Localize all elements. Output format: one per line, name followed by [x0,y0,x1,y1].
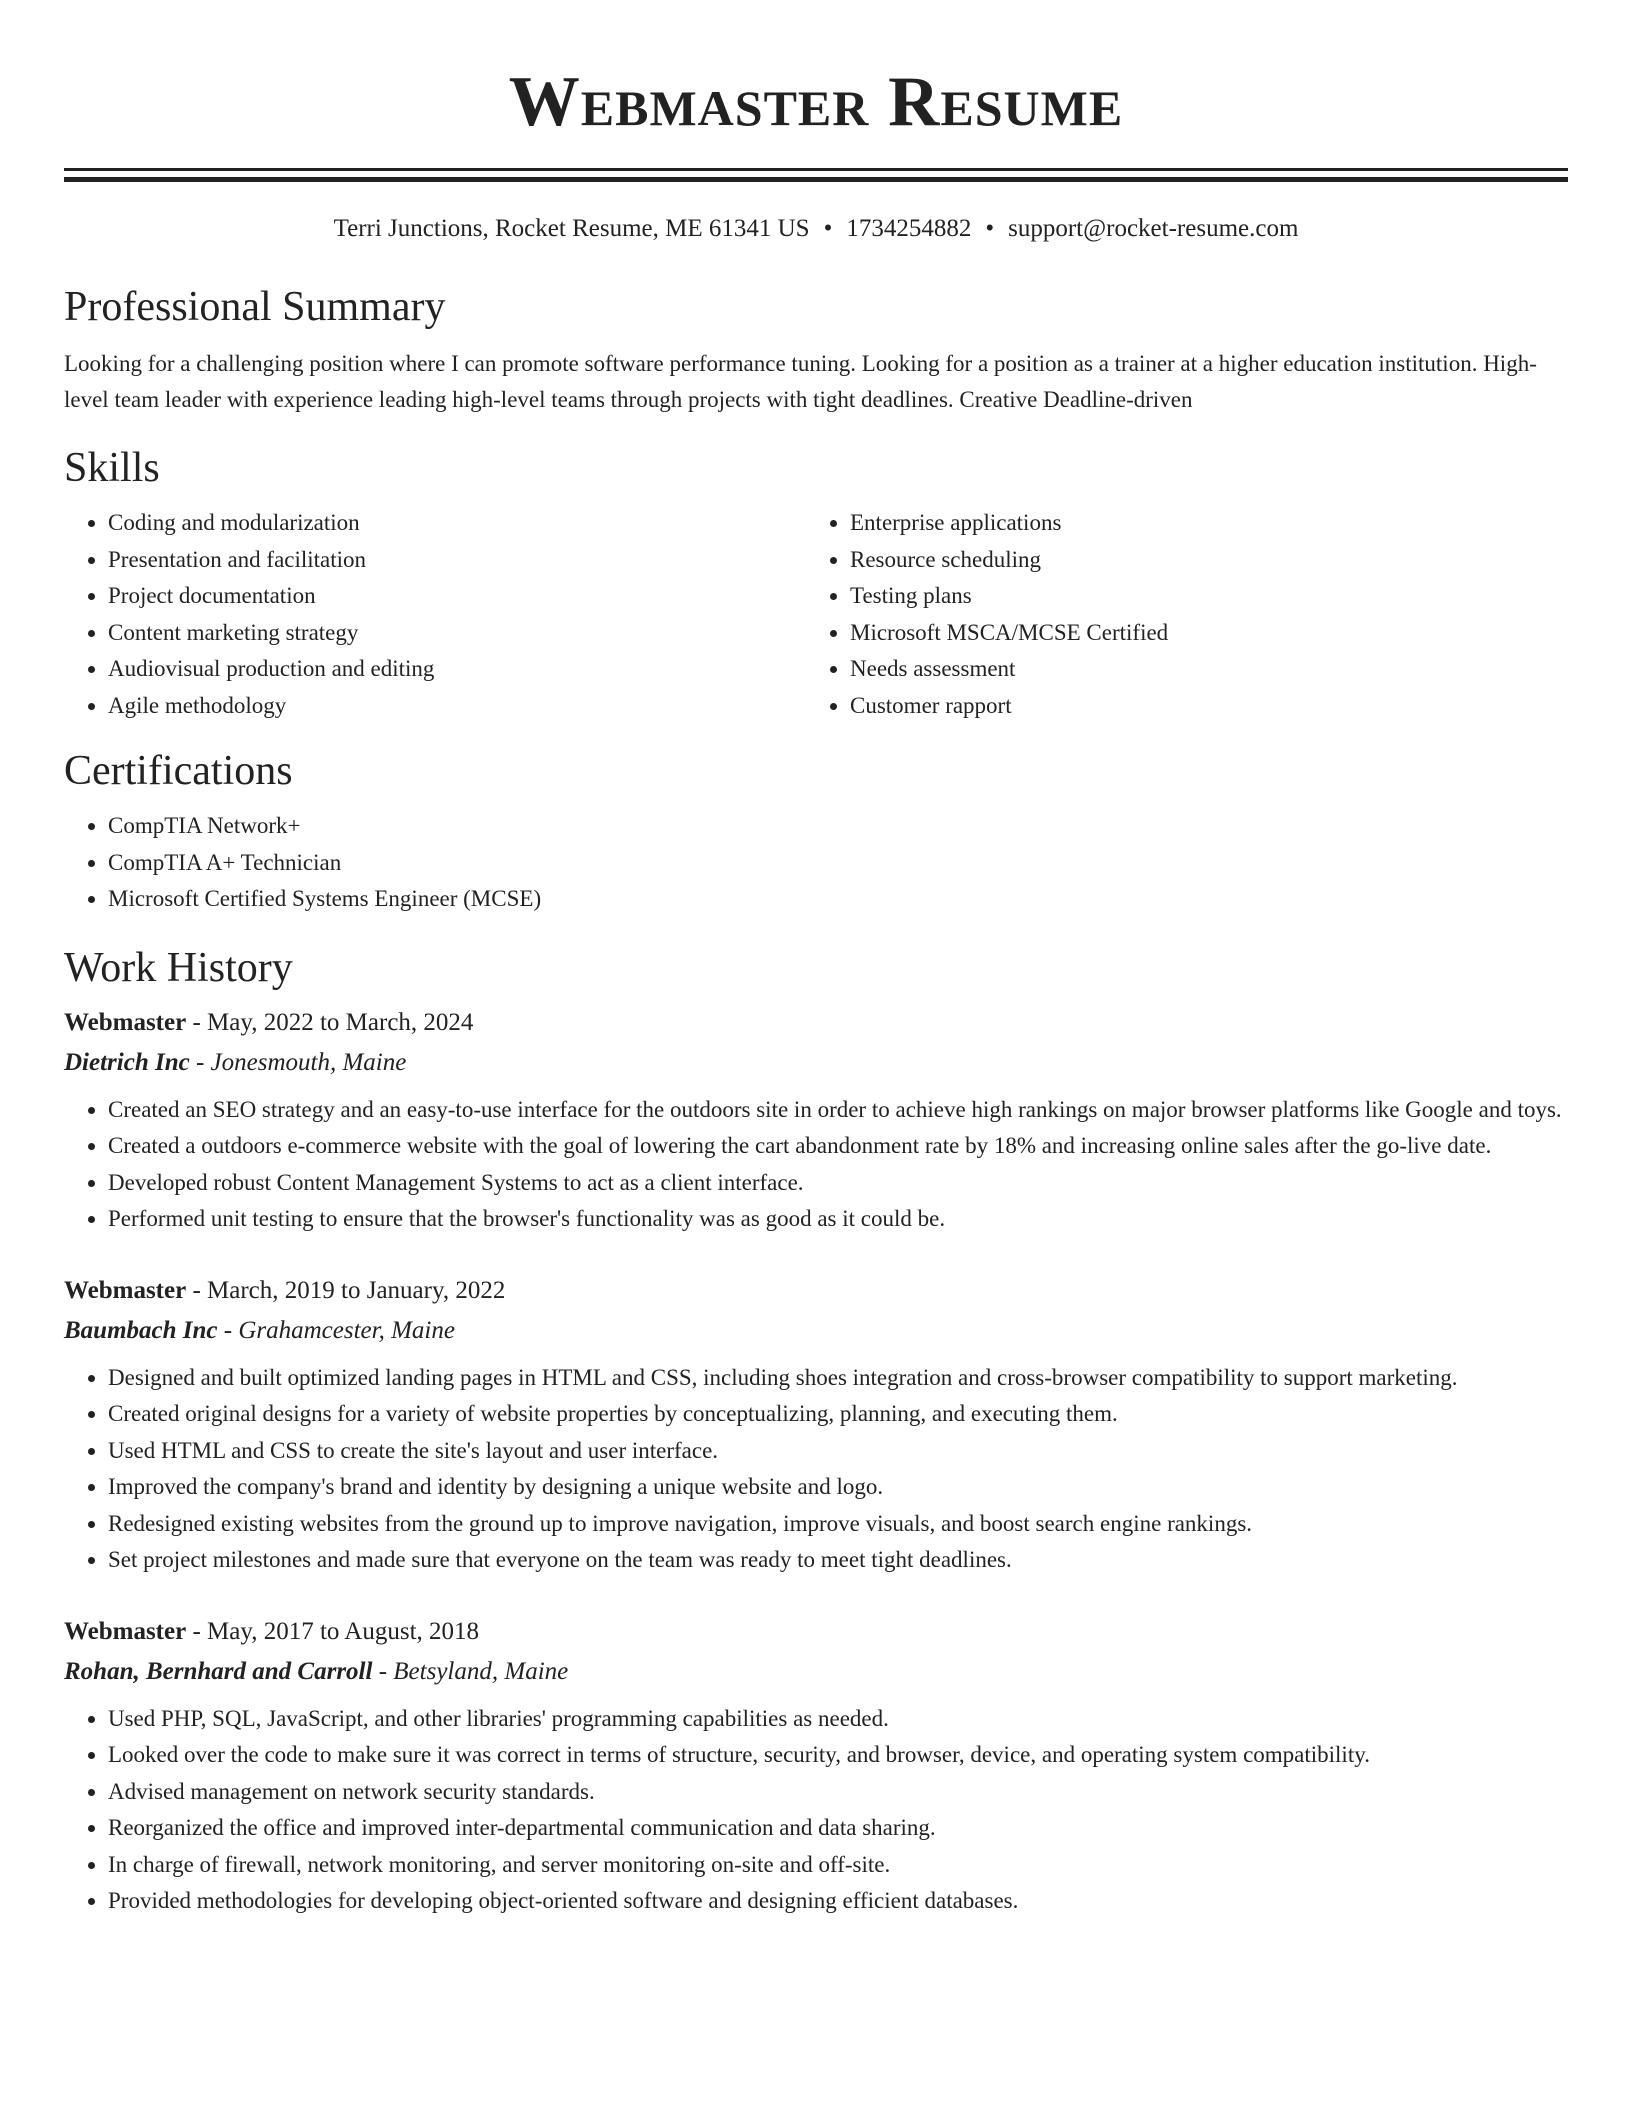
job-bullet: • Redesigned existing websites from the ground up to improve navigation, improve visuals, and boost search engine rankings. [108,1506,1568,1543]
skill-item: • Needs assessment [850,651,1548,688]
skills-list-left [64,505,806,724]
skill-item: • Agile methodology [108,688,806,725]
skill-item: • Coding and modularization [108,505,806,542]
summary-heading: Professional Summary [64,284,446,330]
certification-item: • CompTIA Network+ [108,808,1568,845]
contact-line [64,214,1568,244]
skill-item: • Content marketing strategy [108,615,806,652]
skills-column-right [806,505,1548,724]
job-company: Dietrich Inc [64,1048,190,1076]
job-bullet: • Created a outdoors e-commerce website with the goal of lowering the cart abandonment rate by 18% and increasing online sales after the go-live date. [108,1128,1568,1165]
job-bullet: • Reorganized the office and improved inter-departmental communication and data sharing. [108,1810,1568,1847]
job-bullet: • Set project milestones and made sure that everyone on the team was ready to meet tight deadlines. [108,1542,1568,1579]
job-dates: - May, 2017 to August, 2018 [186,1617,480,1645]
skills-list-right [806,505,1548,724]
job-company: Baumbach Inc [64,1316,218,1344]
certification-item: • Microsoft Certified Systems Engineer (MCSE) [108,881,1568,918]
skills-heading: Skills [64,445,160,491]
skill-item: • Enterprise applications [850,505,1548,542]
job-company-line [64,1311,1568,1351]
contact-address: Terri Junctions, Rocket Resume, ME 61341 US [333,215,810,242]
resume-title: Webmaster Resume [508,63,1124,141]
job-bullet: • Looked over the code to make sure it was correct in terms of structure, security, and browser, device, and operating system compatibility. [108,1737,1568,1774]
job-location: - Jonesmouth, Maine [189,1048,407,1076]
work-history-heading: Work History [64,944,293,991]
job-bullet: • Advised management on network security standards. [108,1774,1568,1811]
job-title: Webmaster [64,1617,187,1645]
certification-item: • CompTIA A+ Technician [108,845,1568,882]
skill-item: • Resource scheduling [850,542,1548,579]
job-dates: - March, 2019 to January, 2022 [186,1276,506,1304]
job-dates: - May, 2022 to March, 2024 [186,1008,474,1036]
job-bullet: • Improved the company's brand and identity by designing a unique website and logo. [108,1469,1568,1506]
contact-email: support@rocket-resume.com [1008,215,1299,242]
job-bullet: • Performed unit testing to ensure that the browser's functionality was as good as it could be. [108,1201,1568,1238]
contact-separator: • [985,215,995,242]
skill-item: • Presentation and facilitation [108,542,806,579]
skills-grid [64,505,1568,724]
job-bullet-list [64,1701,1568,1920]
skill-item: • Project documentation [108,578,806,615]
job-bullet: • In charge of firewall, network monitoring, and server monitoring on-site and off-site. [108,1847,1568,1884]
skill-item: • Audiovisual production and editing [108,651,806,688]
job-bullet: • Used PHP, SQL, JavaScript, and other libraries' programming capabilities as needed. [108,1701,1568,1738]
job-bullet: • Developed robust Content Management Systems to act as a client interface. [108,1165,1568,1202]
job-entry [64,1612,1568,1920]
job-company-line [64,1043,1568,1083]
job-title-line [64,1271,1568,1311]
certifications-heading: Certifications [64,748,293,794]
job-bullet: • Provided methodologies for developing object-oriented software and designing efficient databases. [108,1883,1568,1920]
job-company-line [64,1652,1568,1692]
skills-column-left [64,505,806,724]
skill-item: • Testing plans [850,578,1548,615]
summary-text: Looking for a challenging position where I can promote software performance tuning. Looking for a position as a trainer at a higher education institution. High-level team leader with experience leading high-level teams through projects with tight deadlines. Creative Deadline-driven [64,351,1537,412]
job-company: Rohan, Bernhard and Carroll [64,1657,373,1685]
job-title: Webmaster [64,1276,187,1304]
job-bullet: • Created original designs for a variety of website properties by conceptualizing, planning, and executing them. [108,1396,1568,1433]
job-bullet: • Created an SEO strategy and an easy-to-use interface for the outdoors site in order to achieve high rankings on major browser platforms like Google and toys. [108,1092,1568,1129]
skill-item: • Microsoft MSCA/MCSE Certified [850,615,1548,652]
certifications-list [64,808,1568,918]
job-bullet-list [64,1360,1568,1579]
job-title-line [64,1003,1568,1043]
job-location: - Betsyland, Maine [372,1657,569,1685]
job-title-line [64,1612,1568,1652]
job-bullet-list [64,1092,1568,1238]
job-entry [64,1003,1568,1238]
job-bullet: • Used HTML and CSS to create the site's layout and user interface. [108,1433,1568,1470]
contact-separator: • [823,215,833,242]
job-entry [64,1271,1568,1579]
job-location: - Grahamcester, Maine [217,1316,455,1344]
skill-item: • Customer rapport [850,688,1548,725]
job-bullet: • Designed and built optimized landing pages in HTML and CSS, including shoes integration and cross-browser compatibility to support marketing. [108,1360,1568,1397]
title-divider [64,168,1568,182]
job-title: Webmaster [64,1008,187,1036]
contact-phone: 1734254882 [846,215,972,242]
